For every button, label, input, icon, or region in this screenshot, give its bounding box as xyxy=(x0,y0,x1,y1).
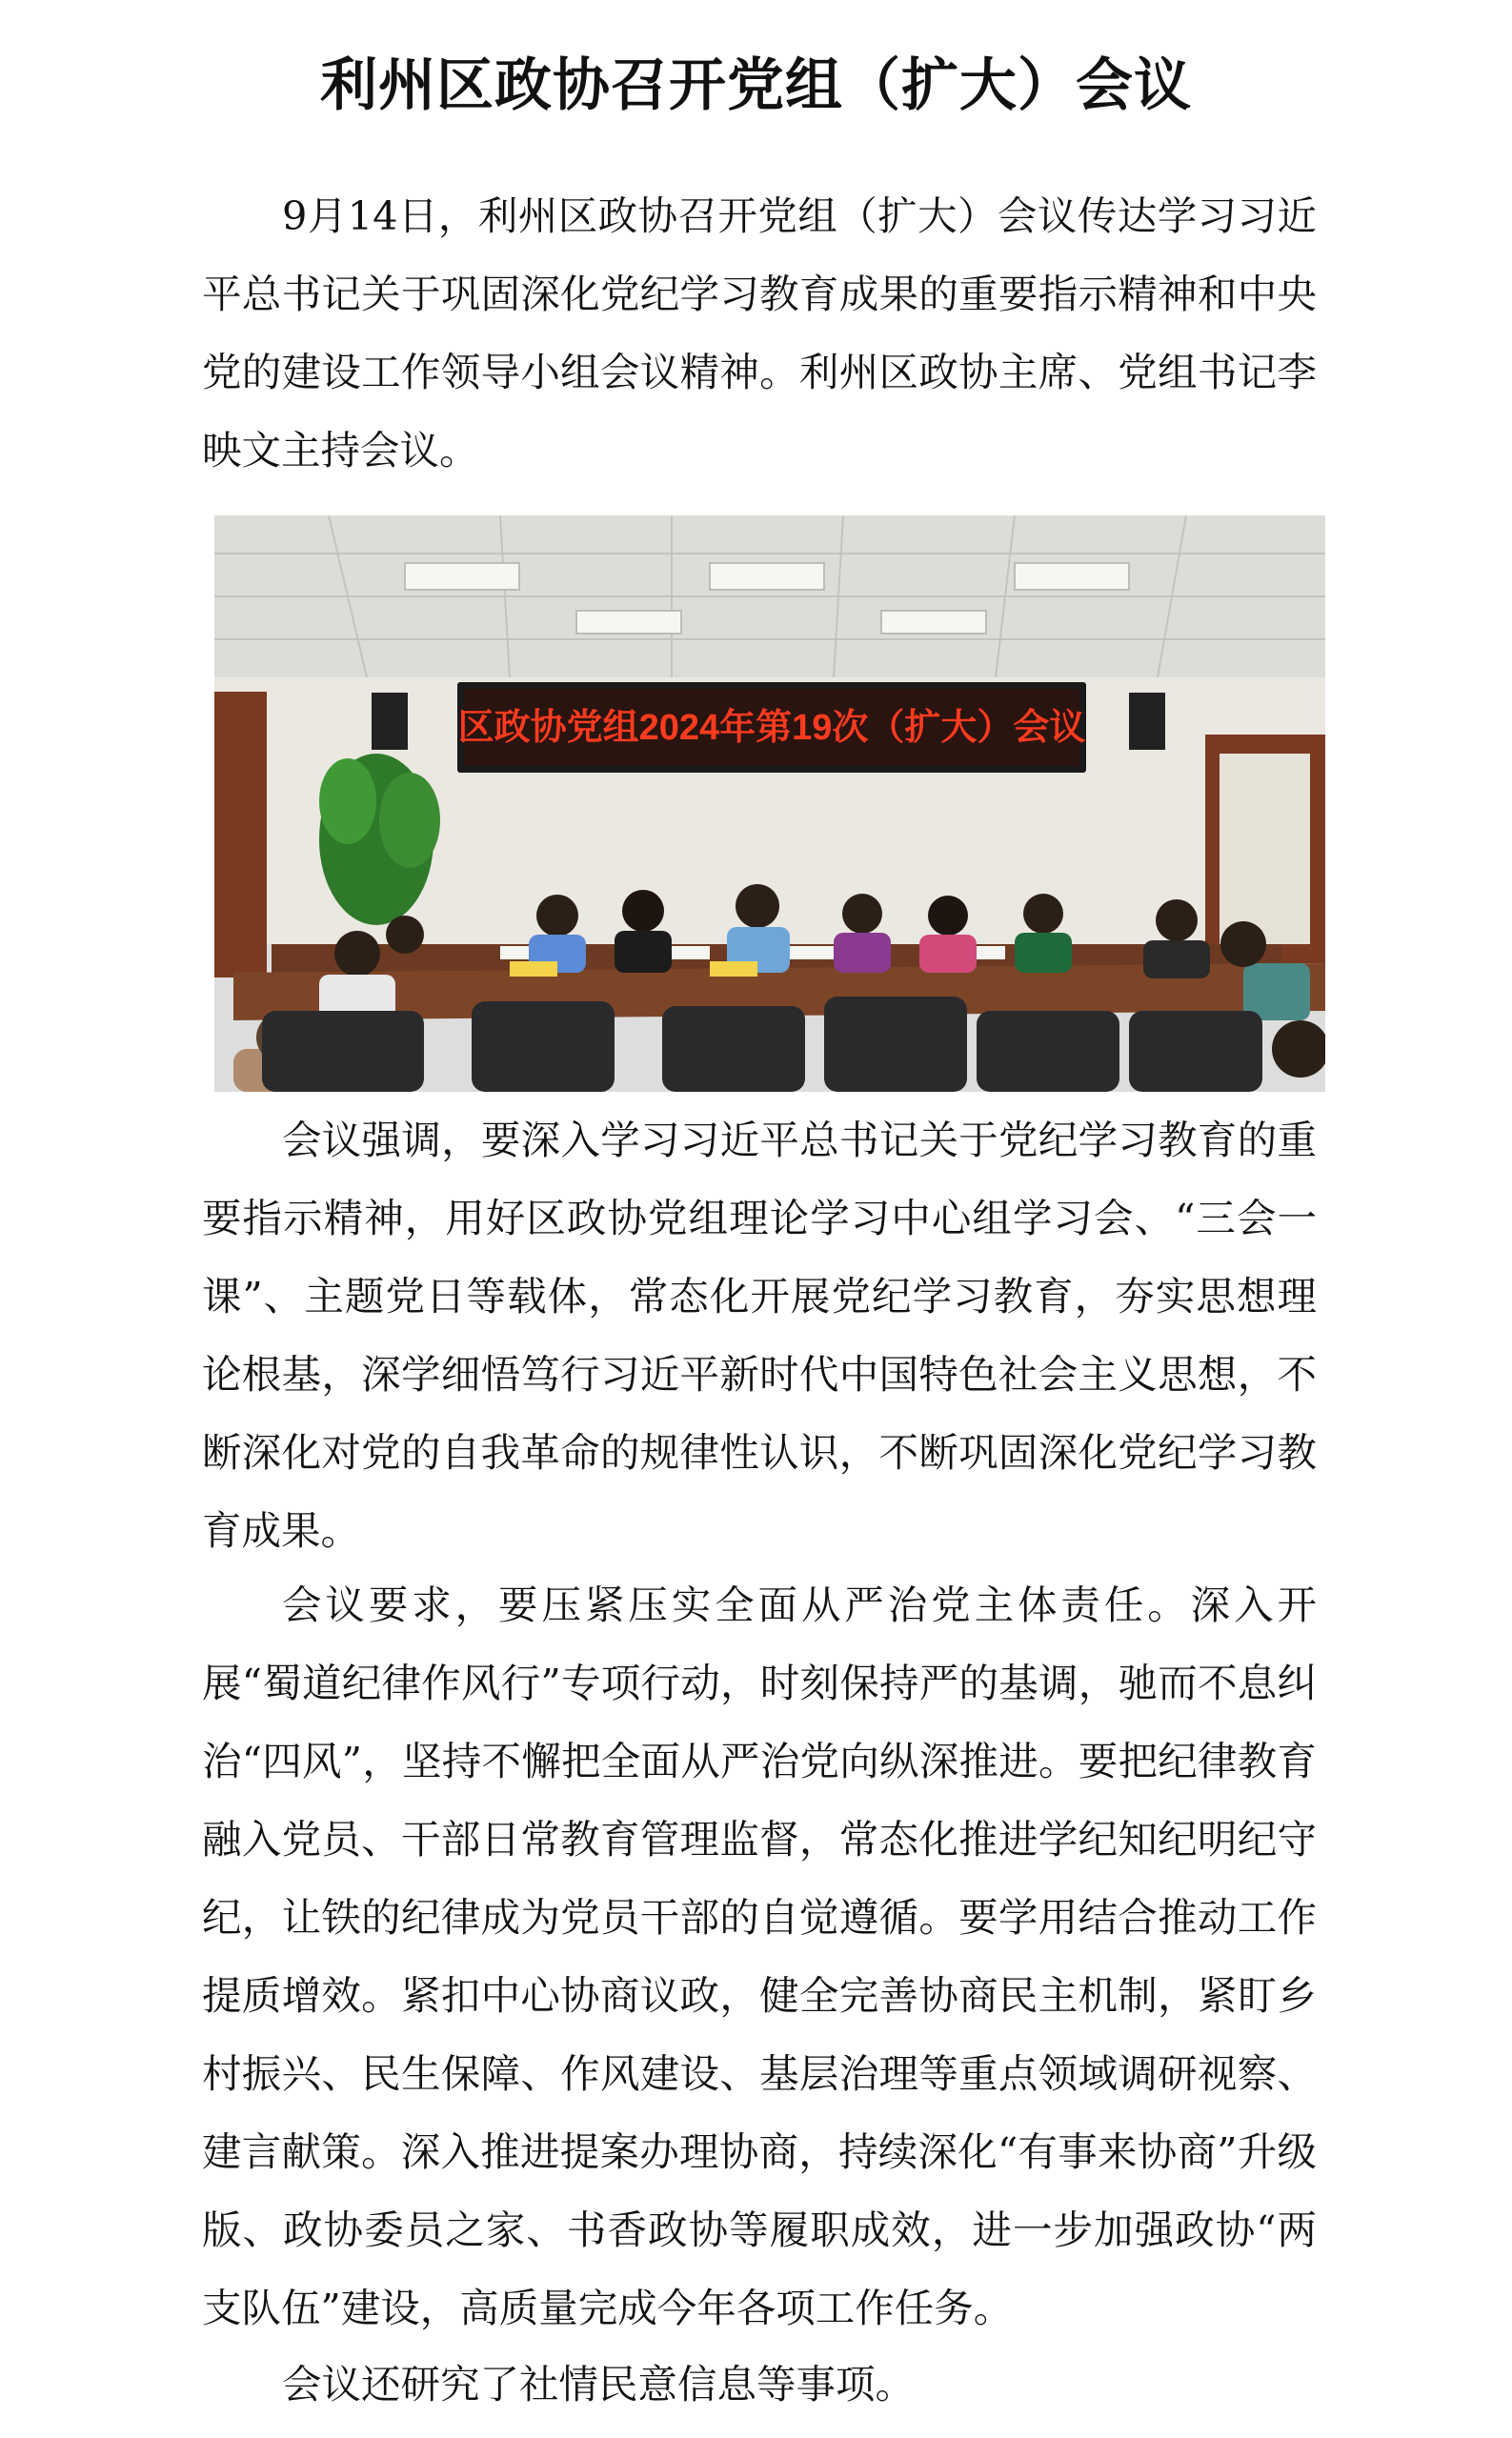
paragraph-emphasis: 会议强调，要深入学习习近平总书记关于党纪学习教育的重要指示精神，用好区政协党组理论学习中心组学习会、“三会一课”、主题党日等载体，常态化开展党纪学习教育，夯实思想理论根基，深学细悟笃行习近平新时代中国特色社会主义思想，不断深化对党的自我革命的规律性认识，不断巩固深化党纪学习教育成果。 xyxy=(202,1117,1317,1554)
paragraph-intro: 9月14日，利州区政协召开党组（扩大）会议传达学习习近平总书记关于巩固深化党纪学习教育成果的重要指示精神和中央党的建设工作领导小组会议精神。利州区政协主席、党组书记李映文主持会议。 xyxy=(202,192,1317,473)
led-banner-text: 区政协党组2024年第19次（扩大）会议 xyxy=(457,708,1086,748)
paragraph-closing: 会议还研究了社情民意信息等事项。 xyxy=(282,2361,916,2408)
article-title: 利州区政协召开党组（扩大）会议 xyxy=(320,52,1192,120)
paragraph-requirements: 会议要求，要压紧压实全面从严治党主体责任。深入开展“蜀道纪律作风行”专项行动，时刻保持严的基调，驰而不息纠治“四风”，坚持不懈把全面从严治党向纵深推进。要把纪律教育融入党员、干部日常教育管理监督，常态化推进学纪知纪明纪守纪，让铁的纪律成为党员干部的自觉遵循。要学用结合推动工作提质增效。紧扣中心协商议政，健全完善协商民主机制，紧盯乡村振兴、民生保障、作风建设、基层治理等重点领域调研视察、建言献策。深入推进提案办理协商，持续深化“有事来协商”升级版、政协委员之家、书香政协等履职成效，进一步加强政协“两支队伍”建设，高质量完成今年各项工作任务。 xyxy=(202,1582,1317,2331)
meeting-photo xyxy=(214,515,1325,1092)
